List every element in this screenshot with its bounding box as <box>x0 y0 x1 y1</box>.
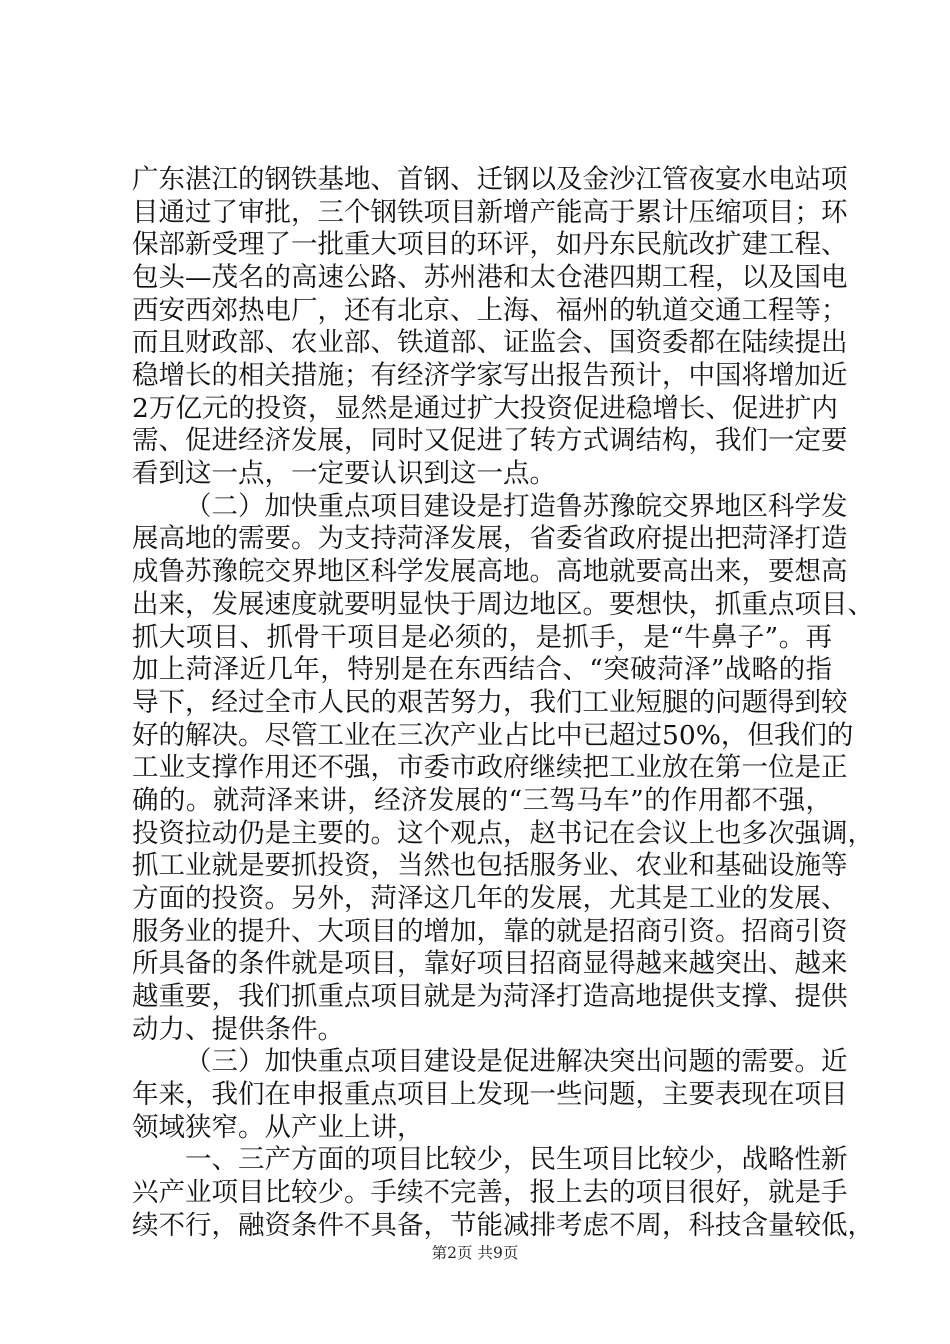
text-line: 成鲁苏豫皖交界地区科学发展高地。高地就要高出来，要想高 <box>132 556 848 588</box>
text-line: 看到这一点，一定要认识到这一点。 <box>132 458 556 490</box>
text-line: 兴产业项目比较少。手续不完善，报上去的项目很好，就是手 <box>132 1177 848 1209</box>
paragraph-first-line: （二）加快重点项目建设是打造鲁苏豫皖交界地区科学发 <box>185 490 848 522</box>
text-line: 稳增长的相关措施；有经济学家写出报告预计，中国将增加近 <box>132 360 848 392</box>
text-line: 广东湛江的钢铁基地、首钢、迁钢以及金沙江管夜宴水电站项 <box>132 164 848 195</box>
text-line: 领域狭窄。从产业上讲， <box>132 1111 424 1143</box>
paragraph-first-line: 一、三产方面的项目比较少，民生项目比较少，战略性新 <box>185 1144 848 1176</box>
text-line: 好的解决。尽管工业在三次产业占比中已超过50%，但我们的 <box>132 719 854 751</box>
text-line: 抓大项目、抓骨干项目是必须的，是抓手，是“牛鼻子”。再 <box>132 621 832 653</box>
text-line: 投资拉动仍是主要的。这个观点，赵书记在会议上也多次强调， <box>132 817 874 849</box>
text-line: 动力、提供条件。 <box>132 1013 344 1045</box>
text-line: 保部新受理了一批重大项目的环评，如丹东民航改扩建工程、 <box>132 229 848 261</box>
text-line: 加上菏泽近几年，特别是在东西结合、“突破菏泽”战略的指 <box>132 654 832 686</box>
text-line: 服务业的提升、大项目的增加，靠的就是招商引资。招商引资 <box>132 915 848 947</box>
text-line: 工业支撑作用还不强，市委市政府继续把工业放在第一位是正 <box>132 752 848 784</box>
text-line: 目通过了审批，三个钢铁项目新增产能高于累计压缩项目；环 <box>132 196 848 228</box>
text-line: 所具备的条件就是项目，靠好项目招商显得越来越突出、越来 <box>132 948 848 980</box>
text-line: 抓工业就是要抓投资，当然也包括服务业、农业和基础设施等 <box>132 850 848 882</box>
page-footer: 第2页 共9页 <box>431 1244 519 1262</box>
text-line: 而且财政部、农业部、铁道部、证监会、国资委都在陆续提出 <box>132 327 848 359</box>
text-line: 需、促进经济发展，同时又促进了转方式调结构，我们一定要 <box>132 425 848 457</box>
paragraph-first-line: （三）加快重点项目建设是促进解决突出问题的需要。近 <box>185 1046 848 1078</box>
text-line: 续不行，融资条件不具备，节能减排考虑不周，科技含量较低， <box>132 1209 874 1241</box>
text-line: 越重要，我们抓重点项目就是为菏泽打造高地提供支撑、提供 <box>132 981 848 1012</box>
text-line: 西安西郊热电厂，还有北京、上海、福州的轨道交通工程等； <box>132 294 848 326</box>
text-line: 包头—茂名的高速公路、苏州港和太仓港四期工程，以及国电 <box>132 262 848 294</box>
text-line: 年来，我们在申报重点项目上发现一些问题，主要表现在项目 <box>132 1079 848 1111</box>
text-line: 确的。就菏泽来讲，经济发展的“三驾马车”的作用都不强， <box>132 784 832 816</box>
text-line: 出来，发展速度就要明显快于周边地区。要想快，抓重点项目、 <box>132 588 874 620</box>
text-line: 2万亿元的投资，显然是通过扩大投资促进稳增长、促进扩内 <box>132 392 838 424</box>
text-line: 导下，经过全市人民的艰苦努力，我们工业短腿的问题得到较 <box>132 686 848 718</box>
text-line: 展高地的需要。为支持菏泽发展，省委省政府提出把菏泽打造 <box>132 523 848 555</box>
text-line: 方面的投资。另外，菏泽这几年的发展，尤其是工业的发展、 <box>132 882 848 914</box>
